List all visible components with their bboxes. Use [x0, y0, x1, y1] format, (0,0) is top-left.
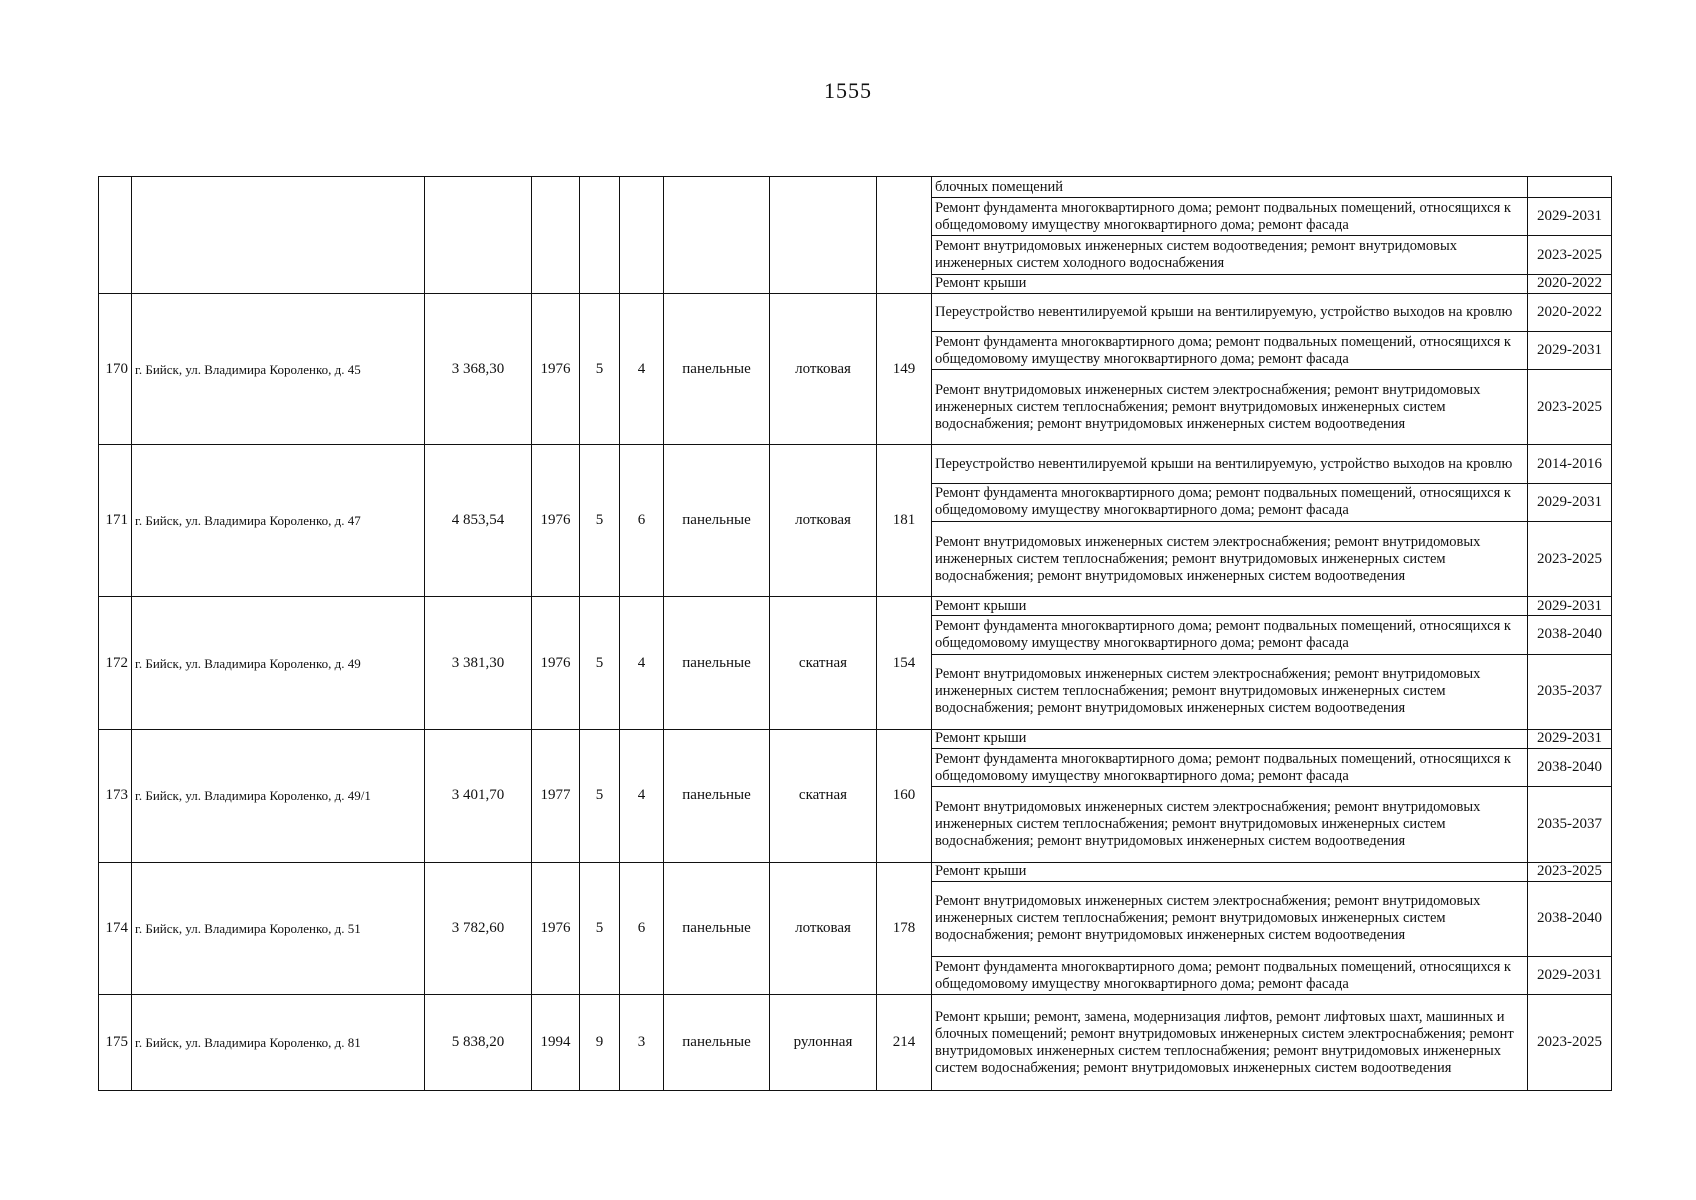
work-period: 2020-2022 [1528, 274, 1612, 293]
total-area: 3 381,30 [425, 597, 532, 730]
blank-cell [877, 177, 932, 294]
build-year: 1976 [532, 293, 580, 445]
roof-type: скатная [770, 597, 877, 730]
work-description: Ремонт крыши [932, 274, 1528, 293]
floors: 5 [580, 293, 620, 445]
floors: 5 [580, 597, 620, 730]
wall-material: панельные [664, 729, 770, 862]
address: г. Бийск, ул. Владимира Короленко, д. 49 [132, 597, 425, 730]
floors: 5 [580, 445, 620, 597]
address: г. Бийск, ул. Владимира Короленко, д. 47 [132, 445, 425, 597]
build-year: 1976 [532, 445, 580, 597]
work-description: Ремонт крыши; ремонт, замена, модернизация лифтов, ремонт лифтовых шахт, машинных и блочных помещений; ремонт внутридомовых инженерных систем электроснабжения; ремонт внутридомовых инженерных систем теплоснабжения; ремонт внутридомовых инженерных систем водоснабжения; ремонт внутридомовых инженерных систем водоотведения [932, 995, 1528, 1091]
work-description: Ремонт крыши [932, 597, 1528, 616]
floors: 5 [580, 729, 620, 862]
roof-type: лотковая [770, 445, 877, 597]
work-period: 2029-2031 [1528, 331, 1612, 369]
total-area: 5 838,20 [425, 995, 532, 1091]
work-description: Ремонт фундамента многоквартирного дома; ремонт подвальных помещений, относящихся к общедомовому имуществу многоквартирного дома; ремонт фасада [932, 616, 1528, 654]
entrances: 4 [620, 729, 664, 862]
build-year: 1977 [532, 729, 580, 862]
table-row [99, 597, 1612, 616]
work-period: 2023-2025 [1528, 370, 1612, 445]
blank-cell [580, 177, 620, 294]
table-row [99, 862, 1612, 881]
work-description: блочных помещений [932, 177, 1528, 198]
entrances: 4 [620, 597, 664, 730]
total-area: 3 368,30 [425, 293, 532, 445]
total-area: 3 782,60 [425, 862, 532, 995]
work-period: 2029-2031 [1528, 198, 1612, 236]
row-number: 173 [99, 729, 132, 862]
work-period: 2023-2025 [1528, 236, 1612, 274]
residents: 149 [877, 293, 932, 445]
wall-material: панельные [664, 862, 770, 995]
row-number: 171 [99, 445, 132, 597]
work-period: 2038-2040 [1528, 616, 1612, 654]
total-area: 3 401,70 [425, 729, 532, 862]
row-number: 170 [99, 293, 132, 445]
work-description: Ремонт внутридомовых инженерных систем водоотведения; ремонт внутридомовых инженерных систем холодного водоснабжения [932, 236, 1528, 274]
work-period: 2035-2037 [1528, 654, 1612, 729]
work-description: Переустройство невентилируемой крыши на вентилируемую, устройство выходов на кровлю [932, 445, 1528, 483]
wall-material: панельные [664, 995, 770, 1091]
build-year: 1976 [532, 597, 580, 730]
work-description: Ремонт фундамента многоквартирного дома; ремонт подвальных помещений, относящихся к общедомовому имуществу многоквартирного дома; ремонт фасада [932, 198, 1528, 236]
work-period: 2023-2025 [1528, 995, 1612, 1091]
blank-cell [664, 177, 770, 294]
table-row [99, 445, 1612, 483]
residents: 154 [877, 597, 932, 730]
work-description: Ремонт фундамента многоквартирного дома; ремонт подвальных помещений, относящихся к общедомовому имуществу многоквартирного дома; ремонт фасада [932, 331, 1528, 369]
work-period: 2038-2040 [1528, 881, 1612, 956]
residents: 160 [877, 729, 932, 862]
work-description: Ремонт внутридомовых инженерных систем электроснабжения; ремонт внутридомовых инженерных систем теплоснабжения; ремонт внутридомовых инженерных систем водоснабжения; ремонт внутридомовых инженерных систем водоотведения [932, 654, 1528, 729]
registry-table [98, 176, 1612, 1091]
roof-type: лотковая [770, 862, 877, 995]
work-description: Ремонт фундамента многоквартирного дома; ремонт подвальных помещений, относящихся к общедомовому имуществу многоквартирного дома; ремонт фасада [932, 483, 1528, 521]
address: г. Бийск, ул. Владимира Короленко, д. 81 [132, 995, 425, 1091]
blank-cell [770, 177, 877, 294]
entrances: 4 [620, 293, 664, 445]
build-year: 1994 [532, 995, 580, 1091]
residents: 181 [877, 445, 932, 597]
continuation-row [99, 177, 1612, 198]
entrances: 3 [620, 995, 664, 1091]
roof-type: скатная [770, 729, 877, 862]
work-period: 2029-2031 [1528, 957, 1612, 995]
wall-material: панельные [664, 597, 770, 730]
work-description: Переустройство невентилируемой крыши на вентилируемую, устройство выходов на кровлю [932, 293, 1528, 331]
residents: 178 [877, 862, 932, 995]
entrances: 6 [620, 445, 664, 597]
work-period: 2029-2031 [1528, 729, 1612, 748]
table-row [99, 729, 1612, 748]
roof-type: лотковая [770, 293, 877, 445]
table-row [99, 995, 1612, 1091]
roof-type: рулонная [770, 995, 877, 1091]
blank-cell [425, 177, 532, 294]
work-description: Ремонт внутридомовых инженерных систем электроснабжения; ремонт внутридомовых инженерных систем теплоснабжения; ремонт внутридомовых инженерных систем водоснабжения; ремонт внутридомовых инженерных систем водоотведения [932, 881, 1528, 956]
work-description: Ремонт крыши [932, 862, 1528, 881]
address: г. Бийск, ул. Владимира Короленко, д. 51 [132, 862, 425, 995]
floors: 9 [580, 995, 620, 1091]
table-row [99, 293, 1612, 331]
address: г. Бийск, ул. Владимира Короленко, д. 49/1 [132, 729, 425, 862]
build-year: 1976 [532, 862, 580, 995]
work-period: 2014-2016 [1528, 445, 1612, 483]
total-area: 4 853,54 [425, 445, 532, 597]
work-description: Ремонт внутридомовых инженерных систем электроснабжения; ремонт внутридомовых инженерных систем теплоснабжения; ремонт внутридомовых инженерных систем водоснабжения; ремонт внутридомовых инженерных систем водоотведения [932, 787, 1528, 862]
work-description: Ремонт фундамента многоквартирного дома; ремонт подвальных помещений, относящихся к общедомовому имуществу многоквартирного дома; ремонт фасада [932, 749, 1528, 787]
page-number: 1555 [824, 78, 872, 103]
blank-cell [132, 177, 425, 294]
work-period: 2023-2025 [1528, 862, 1612, 881]
registry-body [99, 177, 1612, 1091]
entrances: 6 [620, 862, 664, 995]
work-period: 2038-2040 [1528, 749, 1612, 787]
blank-cell [99, 177, 132, 294]
work-description: Ремонт крыши [932, 729, 1528, 748]
work-description: Ремонт фундамента многоквартирного дома; ремонт подвальных помещений, относящихся к общедомовому имуществу многоквартирного дома; ремонт фасада [932, 957, 1528, 995]
floors: 5 [580, 862, 620, 995]
work-description: Ремонт внутридомовых инженерных систем электроснабжения; ремонт внутридомовых инженерных систем теплоснабжения; ремонт внутридомовых инженерных систем водоснабжения; ремонт внутридомовых инженерных систем водоотведения [932, 521, 1528, 596]
work-period [1528, 177, 1612, 198]
row-number: 172 [99, 597, 132, 730]
wall-material: панельные [664, 445, 770, 597]
work-description: Ремонт внутридомовых инженерных систем электроснабжения; ремонт внутридомовых инженерных систем теплоснабжения; ремонт внутридомовых инженерных систем водоснабжения; ремонт внутридомовых инженерных систем водоотведения [932, 370, 1528, 445]
blank-cell [532, 177, 580, 294]
blank-cell [620, 177, 664, 294]
residents: 214 [877, 995, 932, 1091]
work-period: 2020-2022 [1528, 293, 1612, 331]
work-period: 2035-2037 [1528, 787, 1612, 862]
address: г. Бийск, ул. Владимира Короленко, д. 45 [132, 293, 425, 445]
work-period: 2023-2025 [1528, 521, 1612, 596]
work-period: 2029-2031 [1528, 483, 1612, 521]
row-number: 175 [99, 995, 132, 1091]
work-period: 2029-2031 [1528, 597, 1612, 616]
wall-material: панельные [664, 293, 770, 445]
row-number: 174 [99, 862, 132, 995]
